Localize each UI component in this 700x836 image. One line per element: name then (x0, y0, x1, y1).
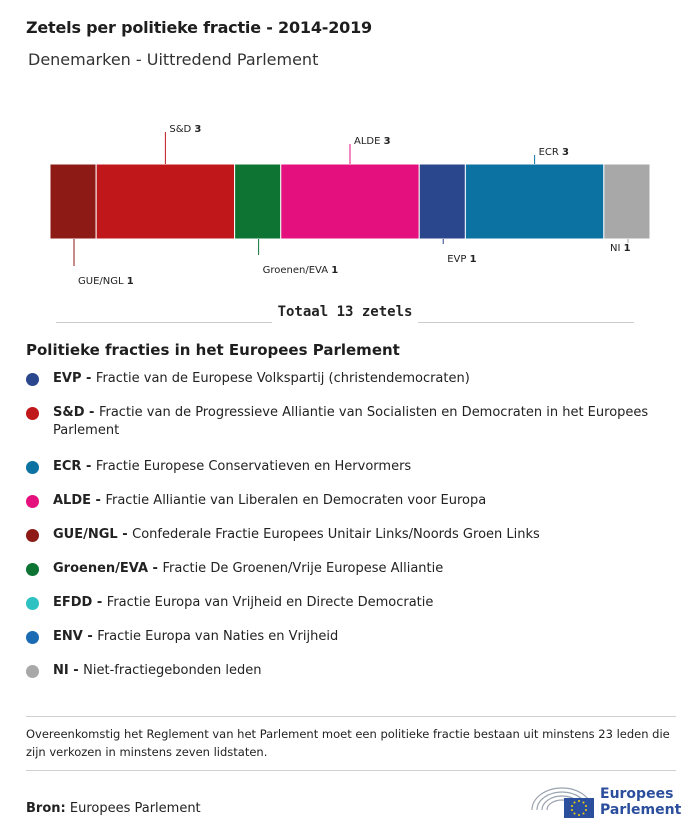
legend-text (53, 628, 653, 646)
logo-line-1: Europees (600, 786, 674, 802)
legend-color-dot (26, 373, 39, 386)
legend-color-dot (26, 597, 39, 610)
legend-abbr: EVP - (53, 371, 96, 386)
legend-abbr: NI - (53, 663, 84, 678)
legend-description: Fractie van de Europese Volkspartij (christendemocraten) (95, 371, 470, 386)
legend-abbr: ENV - (53, 629, 98, 644)
footnote: Overeenkomstig het Reglement van het Parlement moet een politieke fractie bestaan uit minstens 23 leden die zijn verkozen in minstens zeven lidstaten. (26, 727, 670, 759)
legend-abbr: Groenen/EVA - (53, 561, 163, 576)
footnote-top-divider (26, 716, 676, 717)
legend-description: Fractie van de Progressieve Alliantie van Socialisten en Democraten in het Europees Parlement (53, 405, 649, 438)
bar-segment-ni (604, 164, 650, 239)
stacked-seat-bar-chart (0, 0, 700, 300)
legend-text (53, 370, 653, 388)
legend-abbr: GUE/NGL - (53, 527, 133, 542)
legend-text (53, 526, 653, 544)
parliament-emblem-icon (528, 780, 598, 820)
segment-label-evp: EVP 1 (447, 254, 477, 265)
total-divider-left (56, 322, 272, 323)
legend-text (53, 458, 653, 476)
segment-label-gue-ngl: GUE/NGL 1 (78, 276, 134, 287)
bar-segment-gue-ngl (50, 164, 96, 239)
source-label: Bron: (26, 801, 66, 816)
legend-color-dot (26, 407, 39, 420)
segment-label-ecr: ECR 3 (538, 147, 570, 158)
legend-color-dot (26, 631, 39, 644)
chart-title: Zetels per politieke fractie - 2014-2019 (26, 18, 372, 37)
total-seats-label: Totaal 13 zetels (277, 304, 413, 320)
legend-color-dot (26, 461, 39, 474)
legend-description: Niet-fractiegebonden leden (83, 663, 262, 678)
bar-segment-alde (281, 164, 419, 239)
source-value: Europees Parlement (69, 801, 201, 816)
legend-abbr: ALDE - (53, 493, 106, 508)
legend-abbr: EFDD - (53, 595, 107, 610)
legend-text (53, 560, 653, 578)
bar-segment-groenen-eva (235, 164, 281, 239)
logo-text (600, 786, 681, 818)
logo-line-2: Parlement (600, 802, 682, 818)
legend-description: Fractie De Groenen/Vrije Europese Alliantie (162, 561, 444, 576)
legend-text (53, 404, 653, 440)
legend-description: Confederale Fractie Europees Unitair Links/Noords Groen Links (132, 527, 540, 542)
source-line (26, 801, 201, 816)
legend-description: Fractie Europese Conservatieven en Hervormers (95, 459, 412, 474)
legend-color-dot (26, 529, 39, 542)
legend-title: Politieke fracties in het Europees Parlement (26, 341, 400, 359)
total-divider-right (418, 322, 634, 323)
chart-subtitle: Denemarken - Uittredend Parlement (28, 50, 319, 69)
bar-segment-ecr (465, 164, 603, 239)
legend-color-dot (26, 665, 39, 678)
bar-segment-evp (419, 164, 465, 239)
legend-color-dot (26, 495, 39, 508)
legend-text (53, 662, 653, 680)
legend-description: Fractie Europa van Naties en Vrijheid (97, 629, 339, 644)
segment-label-ni: NI 1 (610, 243, 631, 254)
bar-segment-s-d (96, 164, 234, 239)
european-parliament-logo (528, 780, 682, 820)
legend-text (53, 492, 653, 510)
legend-text (53, 594, 653, 612)
legend-description: Fractie Europa van Vrijheid en Directe Democratie (106, 595, 434, 610)
legend-abbr: S&D - (53, 405, 99, 420)
segment-label-alde: ALDE 3 (354, 136, 391, 147)
legend-description: Fractie Alliantie van Liberalen en Democraten voor Europa (105, 493, 487, 508)
footnote-bottom-divider (26, 770, 676, 771)
segment-label-groenen-eva: Groenen/EVA 1 (262, 265, 339, 276)
legend-abbr: ECR - (53, 459, 96, 474)
segment-label-s-d: S&D 3 (169, 124, 202, 135)
legend-color-dot (26, 563, 39, 576)
